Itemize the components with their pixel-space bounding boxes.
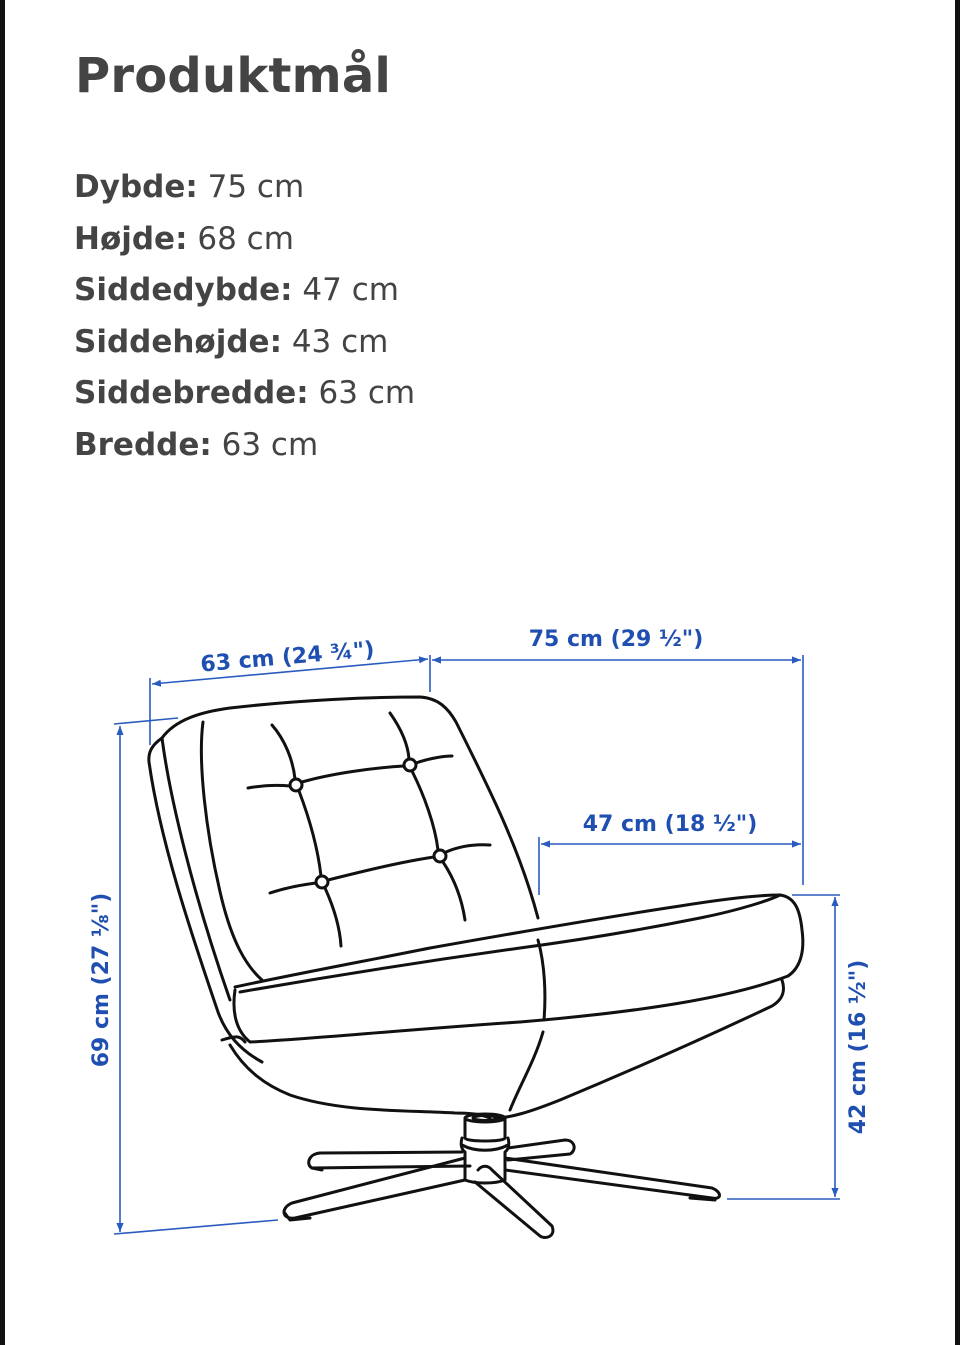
dimension-lines (114, 655, 840, 1234)
dimension-value: 75 cm (207, 169, 305, 205)
chair-icon (149, 697, 803, 1238)
dimension-label: Siddebredde: (74, 375, 309, 412)
dimension-label: Siddedybde: (74, 272, 293, 309)
dimension-value: 63 cm (318, 375, 416, 412)
dimension-label: Siddehøjde: (74, 323, 282, 360)
depth-annotation: 75 cm (29 ½") (528, 627, 704, 652)
height-annotation: 69 cm (27 ⅛") (89, 892, 114, 1068)
dimension-label: Bredde: (74, 426, 212, 463)
product-dimensions-page (5, 0, 955, 1345)
width-annotation: 63 cm (24 ¾") (199, 637, 376, 678)
dimension-value: 43 cm (291, 323, 389, 360)
page-title: Produktmål (75, 48, 392, 104)
dimension-label: Dybde: (74, 169, 198, 205)
seat-depth-annotation: 47 cm (18 ½") (582, 812, 758, 837)
dimension-value: 47 cm (302, 272, 399, 309)
dimension-value: 68 cm (197, 220, 294, 257)
seat-height-annotation: 42 cm (16 ½") (846, 959, 871, 1135)
dimension-label: Højde: (74, 220, 188, 257)
dimension-value: 63 cm (221, 426, 319, 463)
